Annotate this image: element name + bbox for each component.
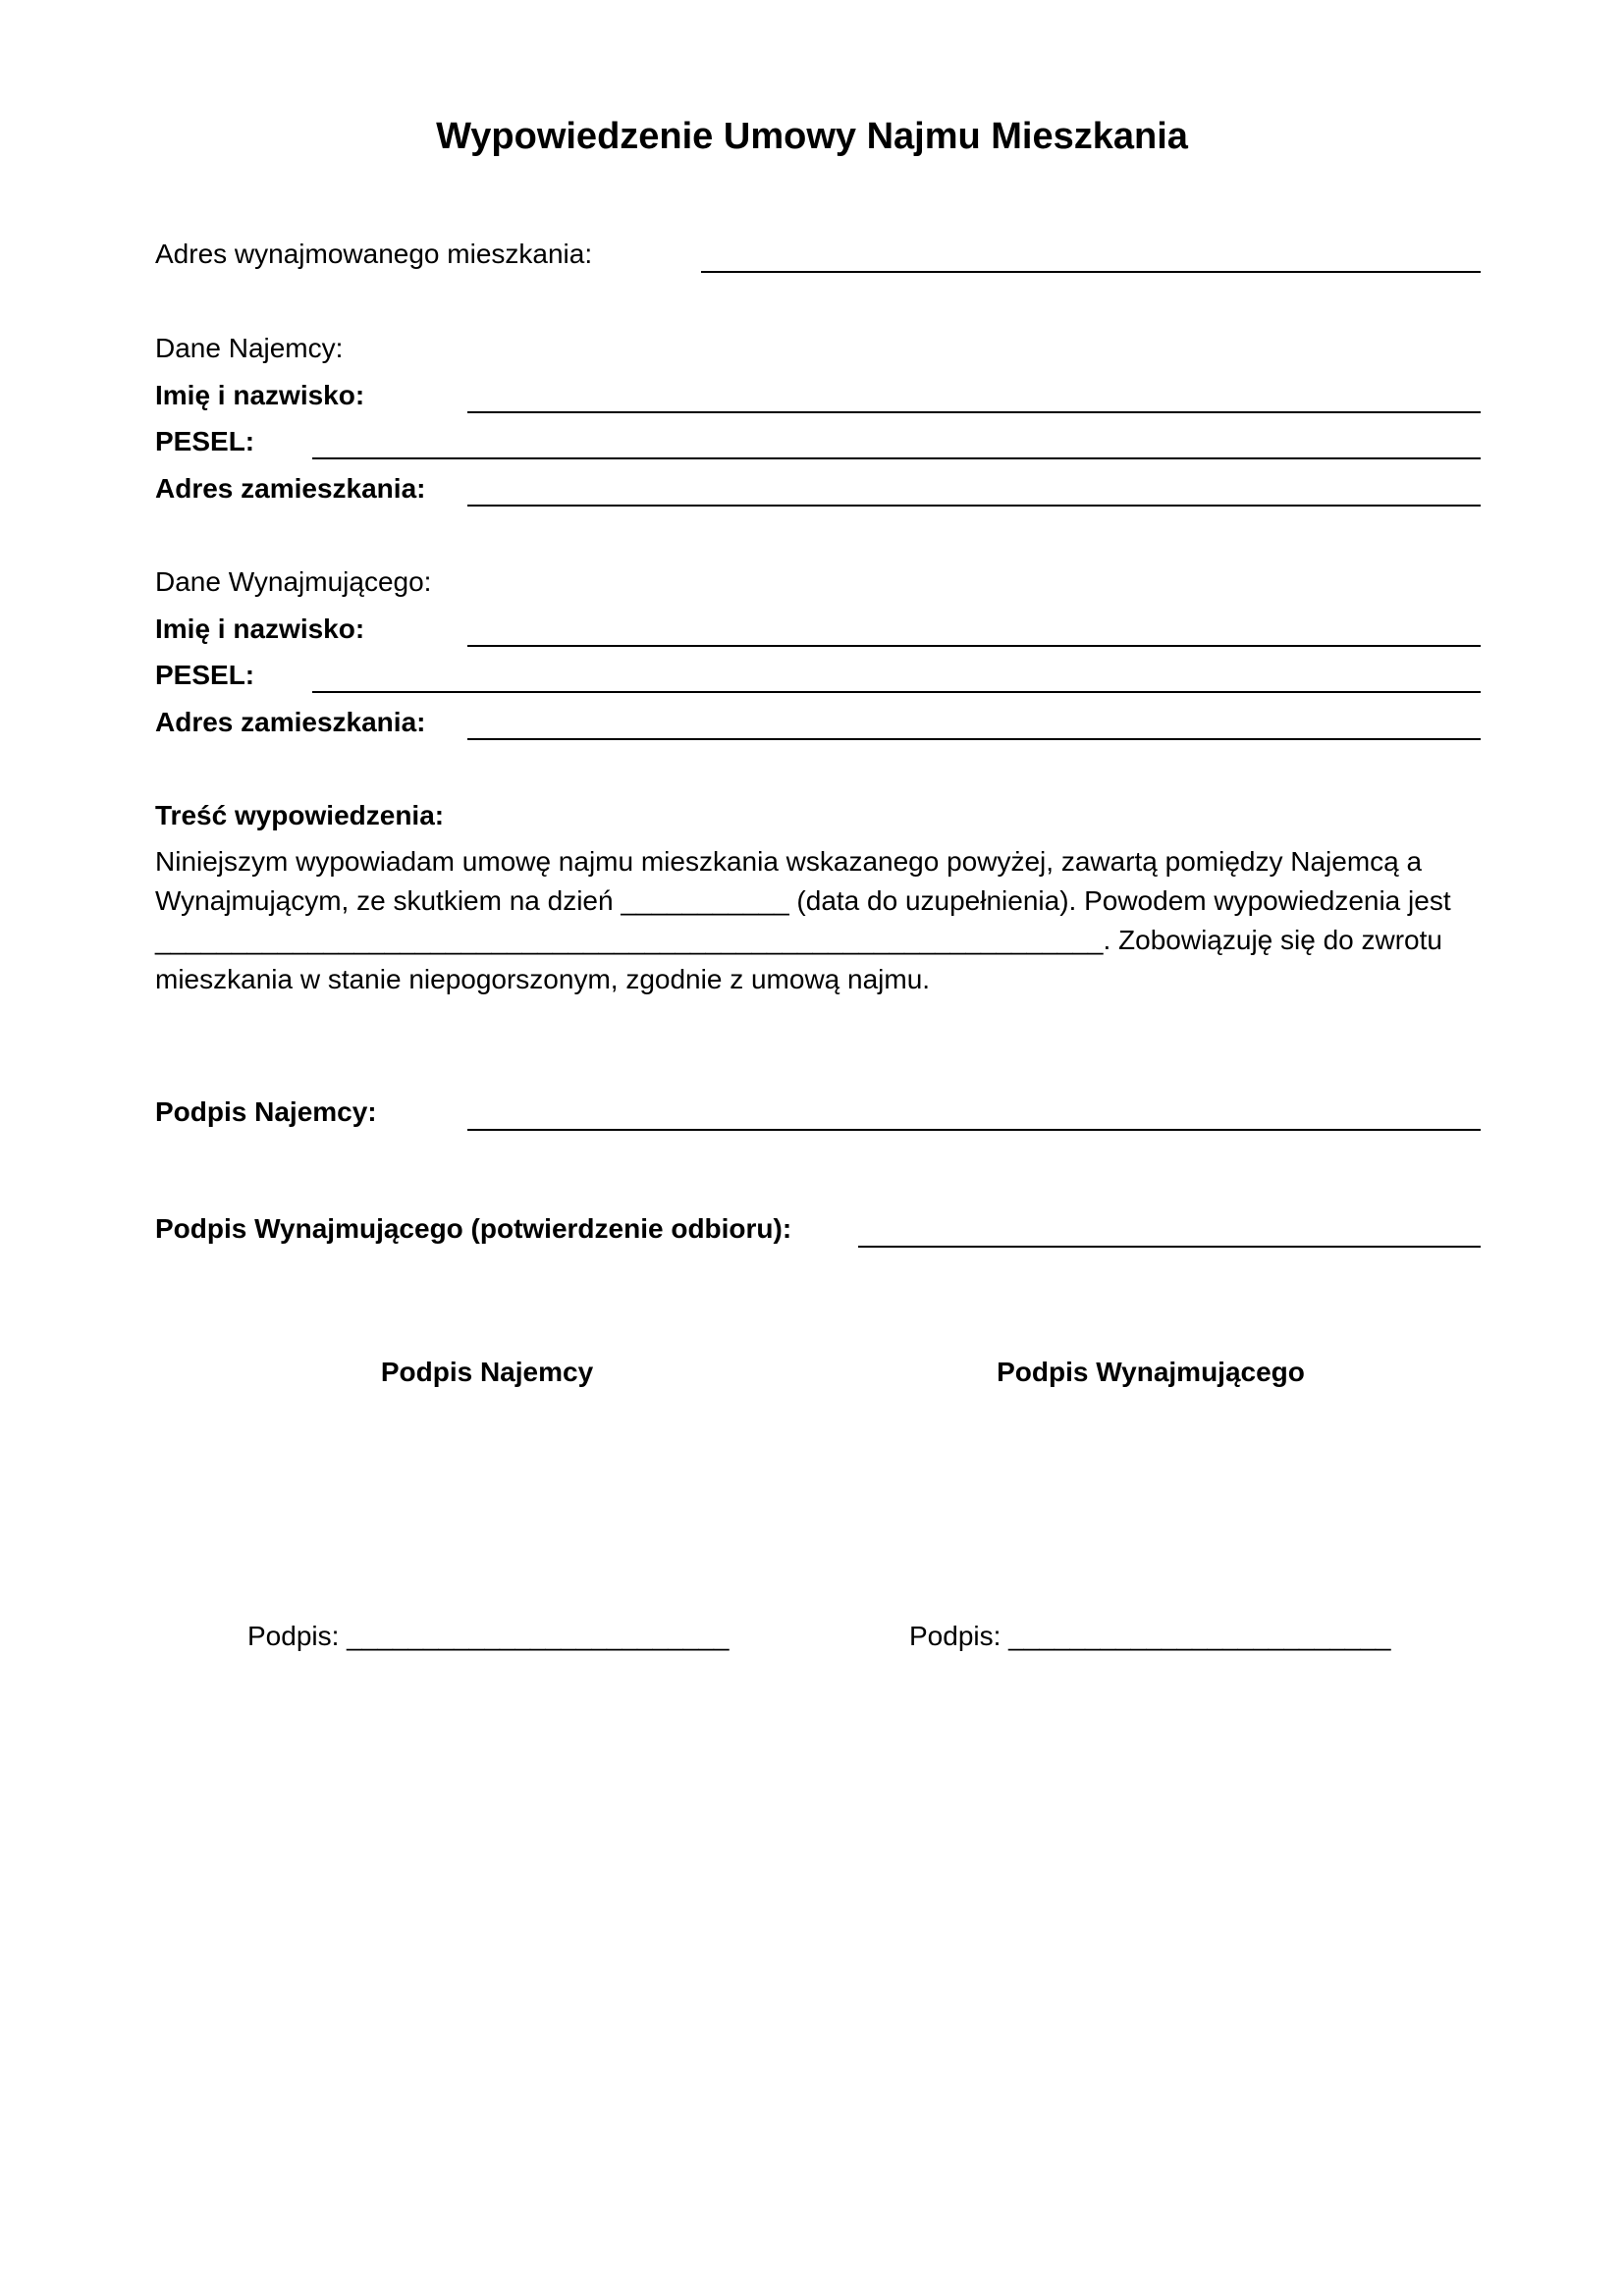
landlord-pesel-label: PESEL: xyxy=(155,660,255,690)
tenant-address-field[interactable] xyxy=(467,505,1481,507)
col-tenant-sign[interactable]: Podpis: _________________________ xyxy=(247,1621,730,1651)
landlord-signature-label: Podpis Wynajmującego (potwierdzenie odbioru): xyxy=(155,1213,792,1244)
tenant-pesel-label: PESEL: xyxy=(155,426,255,456)
tenant-name-field[interactable] xyxy=(467,411,1481,413)
content-line-1: Niniejszym wypowiadam umowę najmu mieszkania wskazanego powyżej, zawartą pomiędzy Najemcą a xyxy=(155,846,1423,877)
tenant-name-label: Imię i nazwisko: xyxy=(155,380,365,410)
landlord-section-label: Dane Wynajmującego: xyxy=(155,566,432,597)
rented-address-field[interactable] xyxy=(701,271,1481,273)
col-tenant-heading: Podpis Najemcy xyxy=(380,1357,594,1387)
tenant-signature-label: Podpis Najemcy: xyxy=(155,1096,377,1127)
tenant-address-label: Adres zamieszkania: xyxy=(155,473,426,504)
tenant-signature-field[interactable] xyxy=(467,1129,1481,1131)
landlord-name-label: Imię i nazwisko: xyxy=(155,614,365,644)
rented-address-label: Adres wynajmowanego mieszkania: xyxy=(155,239,593,269)
content-line-3: ______________________________________________________________. Zobowiązuję się do zwrotu xyxy=(155,925,1442,955)
landlord-address-field[interactable] xyxy=(467,738,1481,740)
landlord-name-field[interactable] xyxy=(467,645,1481,647)
col-landlord-sign[interactable]: Podpis: _________________________ xyxy=(909,1621,1391,1651)
content-line-2: Wynajmującym, ze skutkiem na dzień ___________ (data do uzupełnienia). Powodem wypowiedzenia jest xyxy=(155,885,1451,916)
landlord-pesel-field[interactable] xyxy=(312,691,1481,693)
content-heading: Treść wypowiedzenia: xyxy=(155,800,445,830)
landlord-signature-field[interactable] xyxy=(858,1246,1481,1248)
content-line-4: mieszkania w stanie niepogorszonym, zgodnie z umową najmu. xyxy=(155,964,931,994)
tenant-section-label: Dane Najemcy: xyxy=(155,333,344,363)
col-landlord-heading: Podpis Wynajmującego xyxy=(997,1357,1305,1387)
tenant-pesel-field[interactable] xyxy=(312,457,1481,459)
document-title: Wypowiedzenie Umowy Najmu Mieszkania xyxy=(436,116,1188,157)
landlord-address-label: Adres zamieszkania: xyxy=(155,707,426,737)
